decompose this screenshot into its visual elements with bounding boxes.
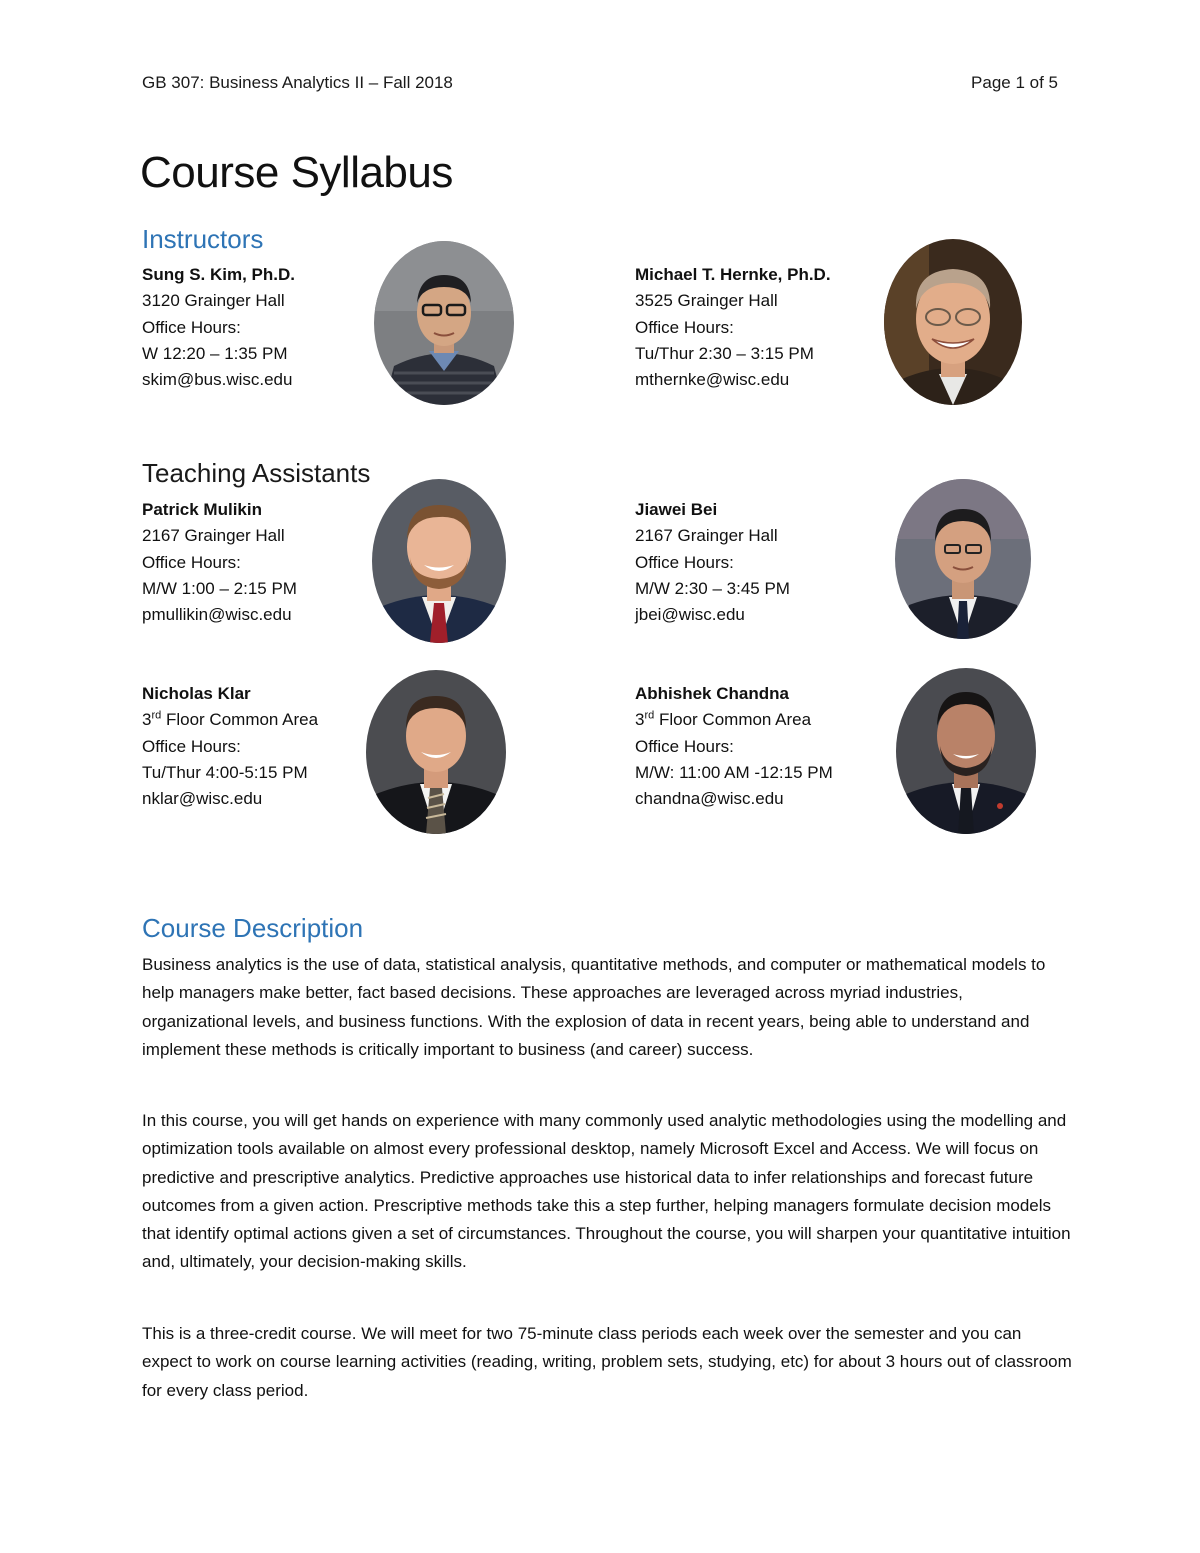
person-email[interactable]: skim@bus.wisc.edu — [142, 370, 293, 390]
person-email[interactable]: pmullikin@wisc.edu — [142, 605, 292, 625]
office-hours-label: Office Hours: — [635, 317, 734, 337]
floor-area: Floor Common Area — [654, 710, 812, 730]
office-hours: Tu/Thur 4:00-5:15 PM — [142, 762, 308, 782]
person-email[interactable]: chandna@wisc.edu — [635, 789, 784, 809]
person-name: Patrick Mulikin — [142, 500, 262, 519]
instructors-heading: Instructors — [142, 224, 264, 254]
office-hours-label: Office Hours: — [142, 317, 241, 337]
person-name: Michael T. Hernke, Ph.D. — [635, 265, 831, 284]
person-email[interactable]: mthernke@wisc.edu — [635, 370, 790, 390]
person-name: Abhishek Chandna — [635, 684, 789, 703]
instructor-photo-hernke — [884, 239, 1022, 405]
office-hours: M/W 2:30 – 3:45 PM — [635, 578, 790, 598]
description-paragraph-2: In this course, you will get hands on experience with many commonly used analytic methodologies using the modelling and optimization tools available on almost every professional desktop, namely Microsoft Excel and Access. We will focus on predictive and prescriptive analytics. Predictive approaches use historical data to infer relationships and forecast future outcomes from a given action. Prescriptive methods take this a step further, helping managers formulate decision models that identify optimal actions given a set of circumstances. Throughout the course, you will sharpen your quantitative intuition and, ultimately, your decision-making skills. — [142, 1111, 1071, 1272]
ta-photo-klar — [366, 670, 506, 834]
page-header-left: GB 307: Business Analytics II – Fall 2018 — [142, 73, 453, 92]
page-title: Course Syllabus — [140, 148, 453, 197]
office-hours-label: Office Hours: — [142, 736, 241, 756]
floor-ordinal: rd — [644, 709, 655, 722]
ta-card-chandna — [635, 681, 905, 812]
ta-photo-bei — [895, 479, 1031, 639]
person-name: Sung S. Kim, Ph.D. — [142, 265, 296, 284]
office-hours: Tu/Thur 2:30 – 3:15 PM — [635, 343, 814, 363]
office-hours: W 12:20 – 1:35 PM — [142, 343, 288, 363]
office-hours-label: Office Hours: — [635, 552, 734, 572]
person-location: 3525 Grainger Hall — [635, 291, 778, 311]
description-paragraph-3: This is a three-credit course. We will meet for two 75-minute class periods each week over the semester and you can expect to work on course learning activities (reading, writing, problem sets, studying, etc) for about 3 hours out of classroom for every class period. — [142, 1324, 1072, 1400]
instructor-card-hernke — [635, 262, 905, 393]
instructor-card-kim — [142, 262, 412, 393]
floor-ordinal: rd — [151, 709, 162, 722]
office-hours: M/W 1:00 – 2:15 PM — [142, 578, 297, 598]
person-name: Nicholas Klar — [142, 684, 251, 703]
person-location: 2167 Grainger Hall — [635, 526, 778, 546]
person-email[interactable]: nklar@wisc.edu — [142, 789, 263, 809]
person-email[interactable]: jbei@wisc.edu — [635, 605, 745, 625]
person-location: 2167 Grainger Hall — [142, 526, 285, 546]
person-location — [635, 707, 905, 733]
ta-card-bei — [635, 497, 905, 628]
description-paragraph-1: Business analytics is the use of data, statistical analysis, quantitative methods, and computer or mathematical models to help managers make better, fact based decisions. These approaches are leveraged across myriad industries, organizational levels, and business functions. With the explosion of data in recent years, being able to understand and implement these methods is critically important to business (and career) success. — [142, 955, 1046, 1059]
floor-number: 3 — [142, 710, 152, 730]
office-hours-label: Office Hours: — [142, 552, 241, 572]
teaching-assistants-heading: Teaching Assistants — [142, 458, 371, 488]
instructor-photo-kim — [374, 241, 514, 405]
office-hours-label: Office Hours: — [635, 736, 734, 756]
person-name: Jiawei Bei — [635, 500, 718, 519]
office-hours: M/W: 11:00 AM -12:15 PM — [635, 762, 833, 782]
course-description-heading: Course Description — [142, 913, 364, 943]
ta-photo-mulikin — [372, 479, 506, 643]
ta-photo-chandna — [896, 668, 1036, 834]
person-location: 3120 Grainger Hall — [142, 291, 285, 311]
page-number: Page 1 of 5 — [971, 73, 1058, 92]
floor-number: 3 — [635, 710, 645, 730]
floor-area: Floor Common Area — [161, 710, 319, 730]
